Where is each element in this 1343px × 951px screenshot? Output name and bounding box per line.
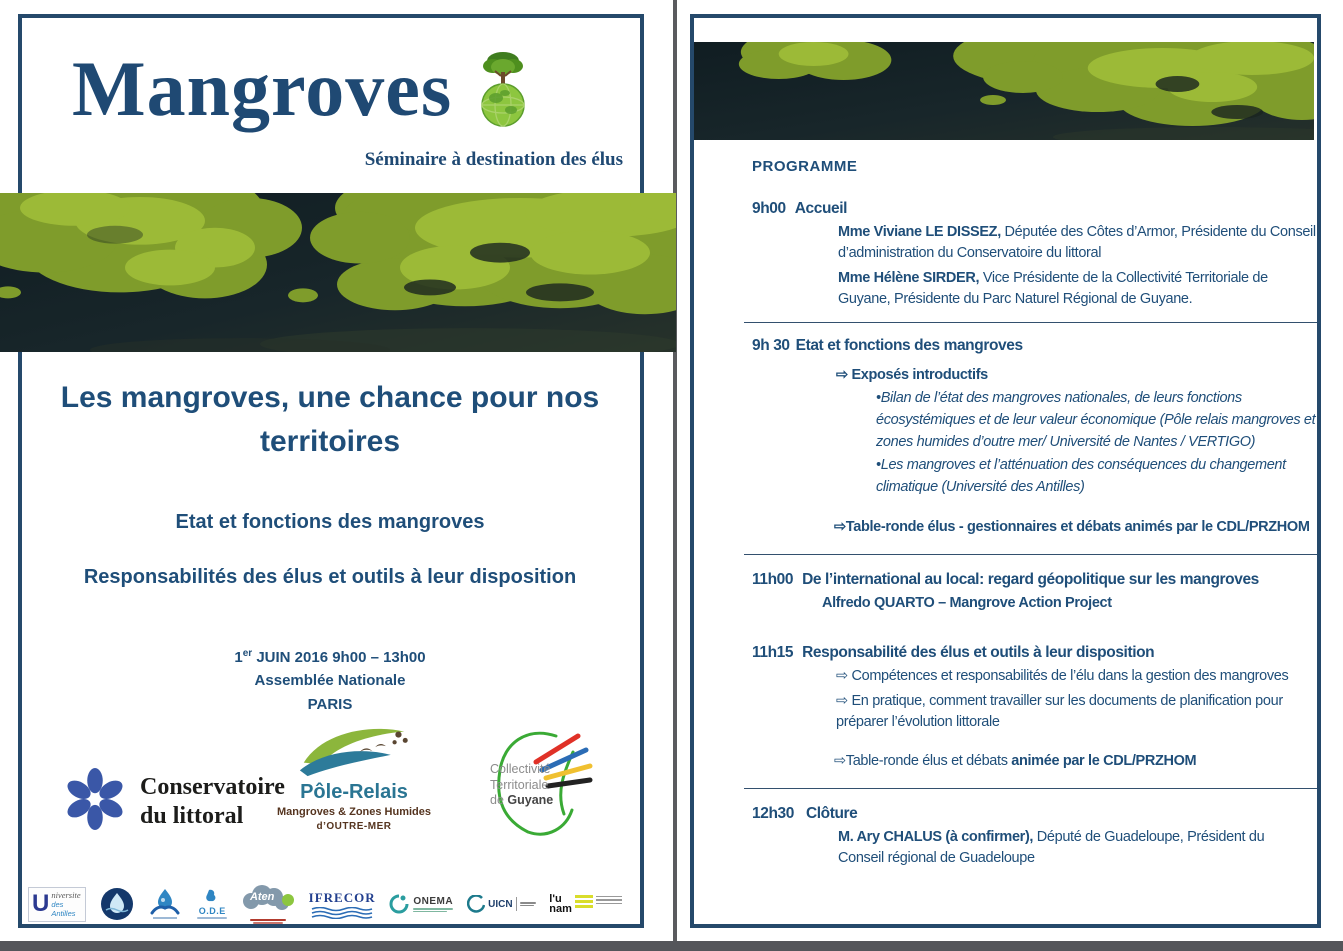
event-venue: Assemblée Nationale: [254, 672, 406, 690]
program-item: ⇨ Compétences et responsabilités de l’élu dans la gestion des mangroves: [836, 667, 1289, 684]
cover-title-row: [72, 45, 532, 133]
event-date: 1er JUIN 2016 9h00 – 13h00: [234, 648, 426, 666]
section-heading: [752, 337, 1317, 355]
logo-uicn: UICN: [467, 895, 535, 913]
program-item: ⇨ En pratique, comment travailler sur les documents de planification pour préparer l’évolution littorale: [836, 692, 1283, 730]
waves-icon: [310, 907, 374, 919]
logo-aten: Aten: [241, 884, 295, 924]
lunam-bars-icon: [575, 894, 593, 908]
logo-universite-des-antilles: U niversite des Antilles: [28, 887, 86, 922]
program-item: Mme Hélène SIRDER, Vice Présidente de la Collectivité Territoriale de Guyane, Présidente du Parc Naturel Régional de Guyane.: [838, 270, 1268, 308]
logo-ifrecor: IFRECOR: [309, 890, 376, 919]
program-item: ⇨ Exposés introductifs: [836, 367, 988, 384]
section-title: Responsabilité des élus et outils à leur disposition: [802, 643, 1155, 661]
program-section-12h30: [752, 805, 1317, 869]
logo-office-eau-round: [100, 887, 134, 921]
section-time: 11h00: [752, 570, 794, 588]
program-item: ⇨Table-ronde élus et débats animée par le CDL/PRZHOM: [834, 752, 1197, 769]
program-item: Mme Viviane LE DISSEZ, Députée des Côtes d’Armor, Présidente du Conseil d’administration du Conservatoire du littoral: [838, 224, 1316, 262]
guyane-label: Collectivité Territoriale de Guyane: [490, 762, 554, 808]
circle-swoosh-icon: [467, 895, 485, 913]
section-title: Accueil: [794, 200, 848, 217]
logo-collectivite-guyane: [474, 720, 602, 846]
logo-lunam: l'u nam: [549, 894, 622, 915]
pole-relais-label: Pôle-Relais: [300, 781, 408, 803]
section-time: 9h00: [752, 200, 786, 217]
flower-icon: [64, 768, 126, 835]
bottom-bar: [0, 941, 1343, 951]
logo-ode: O.D.E: [197, 889, 227, 919]
section-divider: [744, 322, 1317, 323]
logo-office-eau-hands: [147, 886, 183, 922]
mangrove-aerial-photo-right: [694, 42, 1314, 140]
cover-topic-2: Responsabilités des élus et outils à leur disposition: [83, 566, 577, 588]
program-sections: [752, 198, 1317, 869]
program-item: Alfredo QUARTO – Mangrove Action Project: [822, 594, 1112, 611]
program-item: ⇨Table-ronde élus - gestionnaires et débats animés par le CDL/PRZHOM: [834, 518, 1310, 535]
tree-globe-icon: [474, 48, 532, 133]
section-time: 9h 30: [752, 337, 790, 355]
section-time: 11h15: [752, 643, 794, 661]
program-item: •Bilan de l’état des mangroves nationales, de leurs fonctions écosystémiques et de leur valeur économique (Pôle relais mangroves et zones humides d’outre mer/ Université de Nantes / VERTIGO): [876, 390, 1316, 450]
cover-topic-1: Etat et fonctions des mangroves: [175, 511, 485, 533]
section-divider: [744, 788, 1317, 789]
section-heading: [752, 805, 1317, 823]
page-gap-divider: [673, 0, 677, 951]
conservatoire-label: Conservatoire du littoral: [140, 774, 285, 829]
mangrove-aerial-photo-left: [0, 193, 676, 352]
program-item: M. Ary CHALUS (à confirmer), Député de Guadeloupe, Président du Conseil régional de Guadeloupe: [838, 828, 1265, 866]
partner-logo-strip: [28, 884, 622, 924]
logo-conservatoire-du-littoral: [64, 768, 285, 835]
logo-pole-relais: Pôle-Relais Mangroves & Zones Humides d’OUTRE-MER: [272, 722, 436, 832]
section-heading: [752, 644, 1317, 662]
program-section-11h00: [752, 571, 1317, 614]
swirl-icon: [389, 894, 409, 914]
program-section-11h15: [752, 644, 1317, 789]
program-item: •Les mangroves et l’atténuation des conséquences du changement climatique (Université des Antilles): [876, 457, 1286, 496]
section-title: De l’international au local: regard géopolitique sur les mangroves: [802, 570, 1259, 588]
island-icon: [205, 889, 219, 905]
lunam-microtext: [596, 894, 622, 905]
event-details: [44, 646, 616, 716]
section-divider: [744, 554, 1317, 555]
section-heading: [752, 571, 1317, 589]
section-time: 12h30: [752, 804, 794, 822]
program-section-9h00: [752, 200, 1317, 323]
page-title: Mangroves: [72, 45, 453, 132]
program-section-9h30: [752, 337, 1317, 555]
hands-drop-icon: [147, 886, 183, 922]
program-header: PROGRAMME: [752, 158, 858, 175]
water-drop-icon: [100, 887, 134, 921]
event-city: PARIS: [307, 695, 353, 713]
cover-subtitle: Séminaire à destination des élus: [364, 149, 623, 170]
section-title: Clôture: [805, 804, 858, 822]
section-title: Etat et fonctions des mangroves: [795, 337, 1023, 355]
cover-headline: Les mangroves, une chance pour nos territoires: [60, 381, 600, 458]
section-heading: [752, 200, 1317, 218]
logo-onema: ONEMA: [389, 894, 453, 914]
